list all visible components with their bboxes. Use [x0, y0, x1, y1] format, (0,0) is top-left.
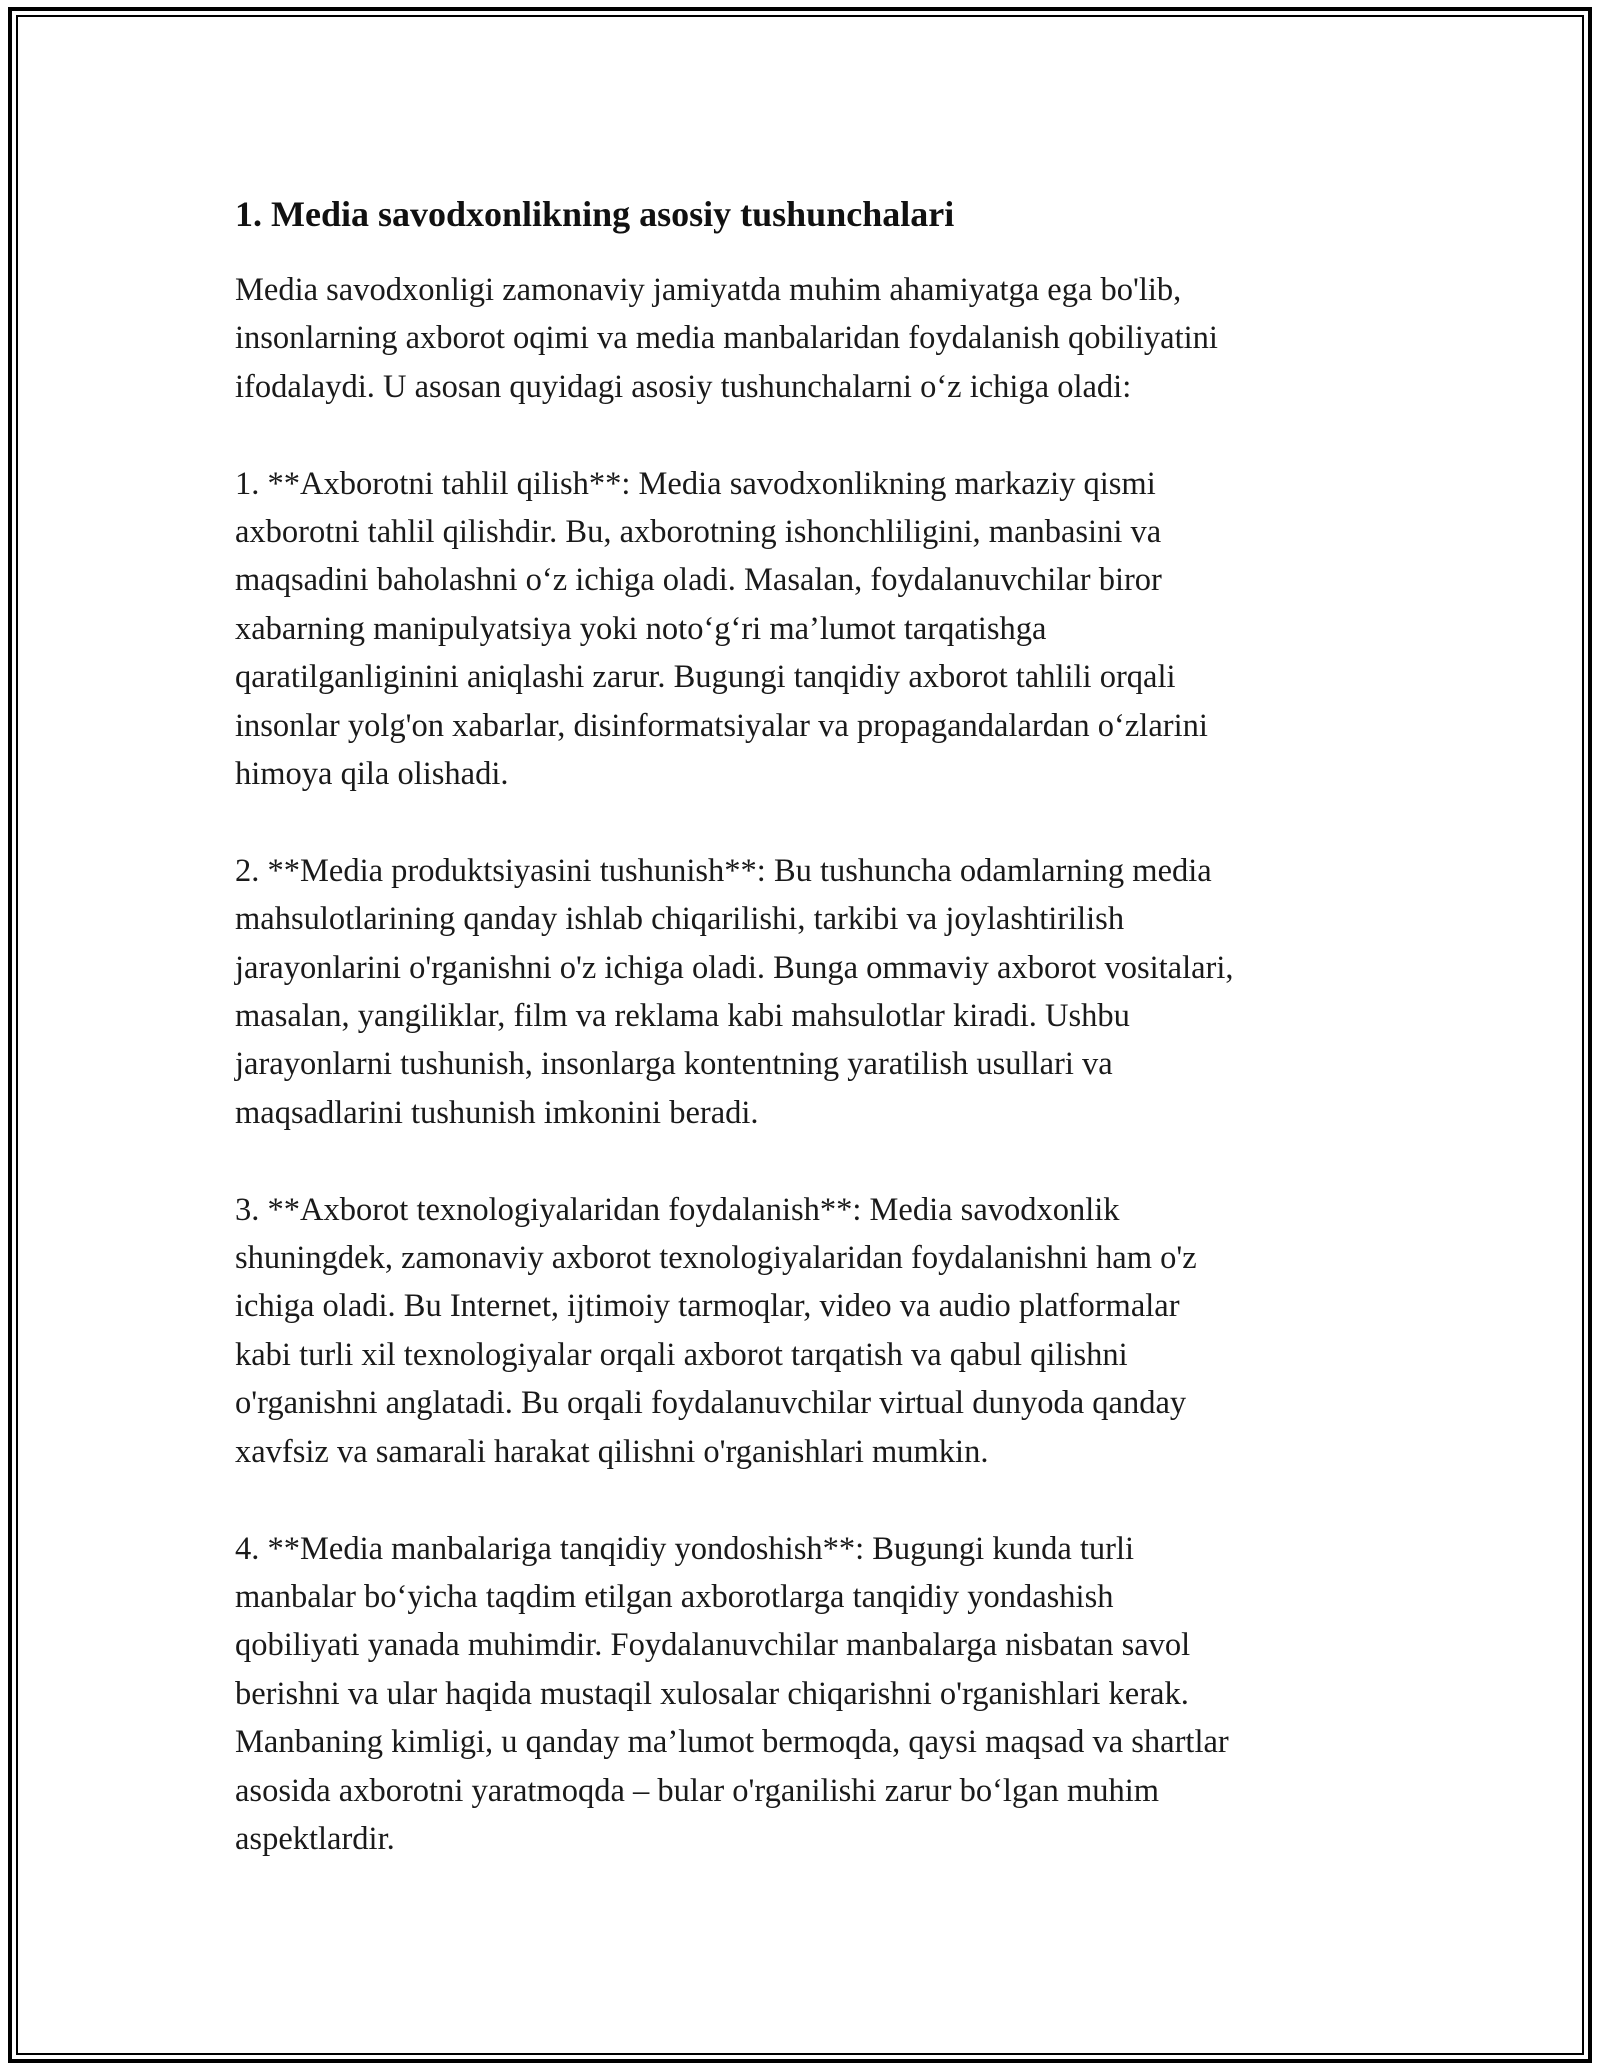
- paragraph-media-manbalari: 4. **Media manbalariga tanqidiy yondoshish**: Bugungi kunda turli manbalar bo‘yicha taqdim etilgan axborotlarga tanqidiy yondashish qobiliyati yanada muhimdir. Foydalanuvchilar manbalarga nisbatan savol berishni va ular haqida mustaqil xulosalar chiqarishni o'rganishlari kerak. Manbaning kimligi, u qanday ma’lumot bermoqda, qaysi maqsad va shartlar asosida axborotni yaratmoqda – bular o'rganilishi zarur bo‘lgan muhim aspektlardir.: [235, 1530, 1229, 1857]
- section-heading: 1. Media savodxonlikning asosiy tushunchalari: [235, 194, 955, 234]
- paragraph-axborot-texnologiyalari: 3. **Axborot texnologiyalaridan foydalanish**: Media savodxonlik shuningdek, zamonaviy axborot texnologiyalaridan foydalanishni ham o'z ichiga oladi. Bu Internet, ijtimoiy tarmoqlar, video va audio platformalar kabi turli xil texnologiyalar orqali axborot tarqatish va qabul qilishni o'rganishni anglatadi. Bu orqali foydalanuvchilar virtual dunyoda qanday xavfsiz va samarali harakat qilishni o'rganishlari mumkin.: [235, 1191, 1197, 1470]
- paragraph-media-produktsiya: 2. **Media produktsiyasini tushunish**: Bu tushuncha odamlarning media mahsulotlarining qanday ishlab chiqarilishi, tarkibi va joylashtirilish jarayonlarini o'rganishni o'z ichiga oladi. Bunga ommaviy axborot vositalari, masalan, yangiliklar, film va reklama kabi mahsulotlar kiradi. Ushbu jarayonlarni tushunish, insonlarga kontentning yaratilish usullari va maqsadlarini tushunish imkonini beradi.: [235, 852, 1234, 1131]
- document-body: [235, 188, 1385, 1863]
- paragraph-axborot-tahlil: 1. **Axborotni tahlil qilish**: Media savodxonlikning markaziy qismi axborotni tahlil qilishdir. Bu, axborotning ishonchliligini, manbasini va maqsadini baholashni o‘z ichiga oladi. Masalan, foydalanuvchilar biror xabarning manipulyatsiya yoki noto‘g‘ri ma’lumot tarqatishga qaratilganliginini aniqlashi zarur. Bugungi tanqidiy axborot tahlili orqali insonlar yolg'on xabarlar, disinformatsiyalar va propagandalardan o‘zlarini himoya qila olishadi.: [235, 465, 1208, 793]
- intro-paragraph: Media savodxonligi zamonaviy jamiyatda muhim ahamiyatga ega bo'lib, insonlarning axborot oqimi va media manbalaridan foydalanish qobiliyatini ifodalaydi. U asosan quyidagi asosiy tushunchalarni o‘z ichiga oladi:: [235, 272, 1218, 405]
